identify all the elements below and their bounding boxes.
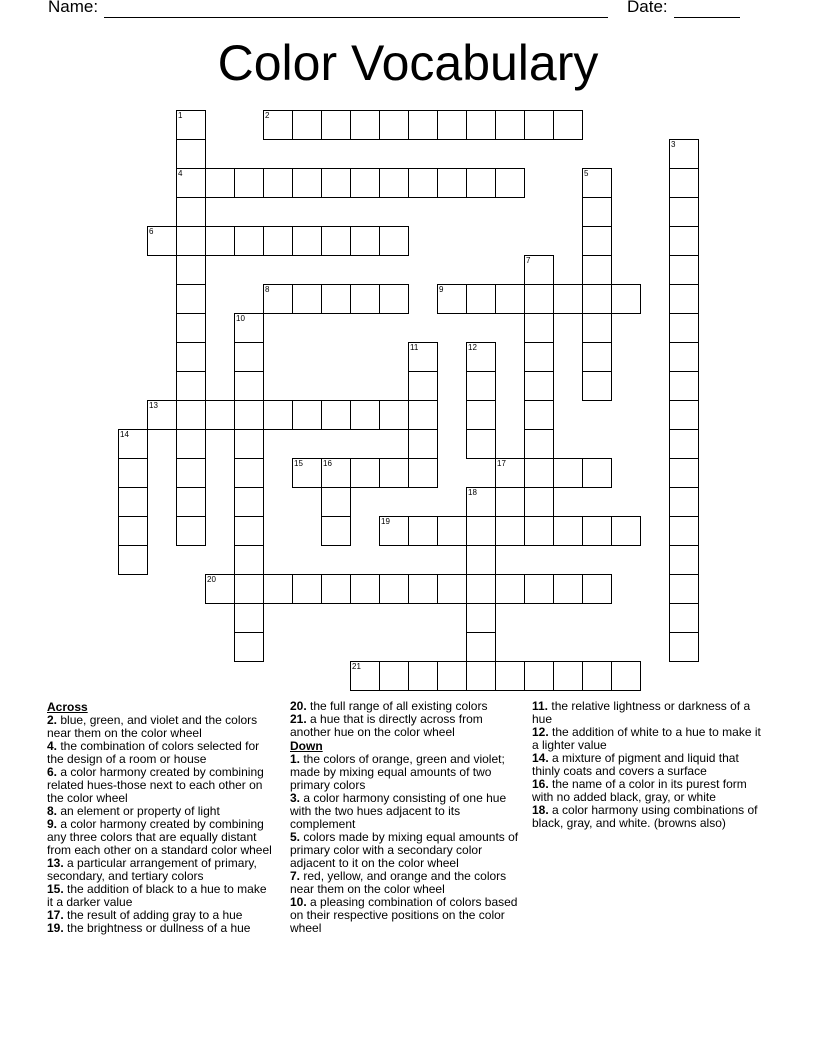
clue-item: [290, 753, 526, 792]
crossword-cell[interactable]: [379, 168, 409, 198]
crossword-cell[interactable]: [466, 400, 496, 430]
clue-item-number: 12.: [532, 725, 549, 739]
clue-item-text: a color harmony consisting of one hue with the two hues adjacent to its complement: [290, 791, 507, 831]
crossword-cell[interactable]: [263, 226, 293, 256]
crossword-cell[interactable]: [321, 400, 351, 430]
clue-item-number: 7.: [290, 869, 301, 883]
clue-item: [532, 700, 768, 726]
crossword-cell[interactable]: [321, 487, 351, 517]
crossword-cell[interactable]: [466, 371, 496, 401]
clue-item-text: a mixture of pigment and liquid that thinly coats and covers a surface: [532, 751, 739, 778]
name-label: Name:: [48, 0, 99, 16]
crossword-cell[interactable]: [408, 574, 438, 604]
crossword-cell[interactable]: [234, 574, 264, 604]
clue-item-text: the colors of orange, green and violet; made by mixing equal amounts of two primary colors: [290, 752, 505, 792]
crossword-cell[interactable]: [118, 458, 148, 488]
crossword-cell[interactable]: [234, 168, 264, 198]
crossword-cell[interactable]: [669, 313, 699, 343]
crossword-cell[interactable]: [118, 545, 148, 575]
clue-number: 4: [178, 169, 183, 178]
crossword-cell[interactable]: [524, 400, 554, 430]
clue-item-number: 8.: [47, 804, 58, 818]
clue-number: 18: [468, 488, 477, 497]
crossword-cell[interactable]: [350, 168, 380, 198]
crossword-cell[interactable]: [437, 110, 467, 140]
crossword-cell[interactable]: [466, 603, 496, 633]
crossword-cell[interactable]: [582, 342, 612, 372]
clue-item-number: 6.: [47, 765, 58, 779]
clue-item-number: 17.: [47, 908, 64, 922]
clue-item-number: 9.: [47, 817, 58, 831]
clue-item: [290, 792, 526, 831]
crossword-cell[interactable]: [350, 110, 380, 140]
crossword-cell[interactable]: [466, 661, 496, 691]
crossword-cell[interactable]: [176, 197, 206, 227]
crossword-cell[interactable]: [350, 284, 380, 314]
crossword-cell[interactable]: [205, 574, 235, 604]
clue-item: [532, 778, 768, 804]
crossword-cell[interactable]: [669, 342, 699, 372]
crossword-cell[interactable]: [524, 516, 554, 546]
clue-item-number: 21.: [290, 712, 307, 726]
clue-item-text: the result of adding gray to a hue: [63, 908, 243, 922]
clue-item-number: 5.: [290, 830, 301, 844]
crossword-cell[interactable]: [582, 197, 612, 227]
crossword-cell[interactable]: [176, 110, 206, 140]
crossword-cell[interactable]: [408, 516, 438, 546]
crossword-cell[interactable]: [234, 516, 264, 546]
crossword-cell[interactable]: [669, 284, 699, 314]
down-heading: Down: [290, 739, 323, 753]
clue-number: 8: [265, 285, 270, 294]
crossword-cell[interactable]: [176, 226, 206, 256]
clue-number: 12: [468, 343, 477, 352]
clue-item: [47, 922, 275, 935]
crossword-cell[interactable]: [321, 226, 351, 256]
crossword-cell[interactable]: [524, 313, 554, 343]
clue-number: 13: [149, 401, 158, 410]
crossword-cell[interactable]: [321, 458, 351, 488]
crossword-cell[interactable]: [466, 487, 496, 517]
clue-number: 3: [671, 140, 676, 149]
clue-item-text: colors made by mixing equal amounts of primary color with a secondary color adjacent to it on the color wheel: [290, 830, 519, 870]
clue-item-number: 18.: [532, 803, 549, 817]
crossword-cell[interactable]: [263, 574, 293, 604]
clue-item-text: red, yellow, and orange and the colors near them on the color wheel: [290, 869, 507, 896]
clue-item-text: an element or property of light: [57, 804, 220, 818]
clue-item: [290, 896, 526, 935]
crossword-cell[interactable]: [495, 284, 525, 314]
clue-item-text: the brightness or dullness of a hue: [63, 921, 251, 935]
clue-item-text: a color harmony created by combining any three colors that are equally distant from each other on a standard color wheel: [47, 817, 272, 857]
crossword-cell[interactable]: [582, 371, 612, 401]
crossword-cell[interactable]: [292, 284, 322, 314]
crossword-cell[interactable]: [321, 574, 351, 604]
crossword-cell[interactable]: [176, 255, 206, 285]
clue-item-number: 19.: [47, 921, 64, 935]
crossword-cell[interactable]: [379, 516, 409, 546]
crossword-cell[interactable]: [263, 168, 293, 198]
clue-item-number: 20.: [290, 699, 307, 713]
across-heading: Across: [47, 700, 88, 714]
crossword-cell[interactable]: [350, 226, 380, 256]
crossword-cell[interactable]: [524, 429, 554, 459]
clue-item-number: 4.: [47, 739, 58, 753]
clue-number: 1: [178, 111, 183, 120]
crossword-cell[interactable]: [176, 371, 206, 401]
crossword-cell[interactable]: [437, 284, 467, 314]
crossword-cell[interactable]: [669, 458, 699, 488]
crossword-cell[interactable]: [437, 516, 467, 546]
clue-number: 14: [120, 430, 129, 439]
crossword-cell[interactable]: [379, 110, 409, 140]
clue-number: 15: [294, 459, 303, 468]
crossword-cell[interactable]: [466, 429, 496, 459]
crossword-cell[interactable]: [263, 400, 293, 430]
crossword-cell[interactable]: [408, 168, 438, 198]
crossword-cell[interactable]: [205, 226, 235, 256]
crossword-cell[interactable]: [234, 487, 264, 517]
clue-number: 9: [439, 285, 444, 294]
clue-item-text: a hue that is directly across from another hue on the color wheel: [290, 712, 483, 739]
crossword-cell[interactable]: [234, 603, 264, 633]
crossword-cell[interactable]: [176, 139, 206, 169]
crossword-cell[interactable]: [553, 661, 583, 691]
crossword-cell[interactable]: [292, 458, 322, 488]
crossword-cell[interactable]: [234, 545, 264, 575]
crossword-cell[interactable]: [611, 284, 641, 314]
clue-item-text: the combination of colors selected for the design of a room or house: [47, 739, 260, 766]
clue-item-number: 13.: [47, 856, 64, 870]
clue-item: [47, 766, 275, 805]
crossword-cell[interactable]: [350, 400, 380, 430]
crossword-cell[interactable]: [234, 632, 264, 662]
crossword-cell[interactable]: [234, 342, 264, 372]
clue-item-text: the full range of all existing colors: [306, 699, 488, 713]
crossword-cell[interactable]: [669, 168, 699, 198]
crossword-cell[interactable]: [669, 429, 699, 459]
crossword-cell[interactable]: [147, 226, 177, 256]
crossword-cell[interactable]: [466, 574, 496, 604]
crossword-cell[interactable]: [292, 574, 322, 604]
crossword-cell[interactable]: [437, 168, 467, 198]
clue-item-text: blue, green, and violet and the colors near them on the color wheel: [47, 713, 258, 740]
crossword-cell[interactable]: [437, 574, 467, 604]
crossword-cell[interactable]: [379, 226, 409, 256]
crossword-cell[interactable]: [669, 226, 699, 256]
crossword-cell[interactable]: [176, 313, 206, 343]
crossword-cell[interactable]: [466, 110, 496, 140]
clue-number: 21: [352, 662, 361, 671]
crossword-cell[interactable]: [292, 226, 322, 256]
clue-item-number: 2.: [47, 713, 58, 727]
crossword-cell[interactable]: [234, 226, 264, 256]
clue-item: [290, 713, 526, 739]
crossword-cell[interactable]: [466, 516, 496, 546]
clue-number: 6: [149, 227, 154, 236]
crossword-cell[interactable]: [408, 458, 438, 488]
crossword-cell[interactable]: [379, 284, 409, 314]
clue-item-number: 16.: [532, 777, 549, 791]
crossword-cell[interactable]: [176, 516, 206, 546]
crossword-cell[interactable]: [321, 168, 351, 198]
clue-number: 19: [381, 517, 390, 526]
crossword-cell[interactable]: [176, 400, 206, 430]
crossword-cell[interactable]: [582, 226, 612, 256]
crossword-cell[interactable]: [118, 487, 148, 517]
crossword-cell[interactable]: [495, 516, 525, 546]
crossword-cell[interactable]: [669, 516, 699, 546]
clue-item: [47, 883, 275, 909]
crossword-cell[interactable]: [408, 342, 438, 372]
crossword-cell[interactable]: [669, 487, 699, 517]
crossword-cell[interactable]: [524, 342, 554, 372]
crossword-cell[interactable]: [669, 545, 699, 575]
crossword-cell[interactable]: [408, 400, 438, 430]
crossword-cell[interactable]: [524, 110, 554, 140]
crossword-cell[interactable]: [234, 313, 264, 343]
clue-item-number: 10.: [290, 895, 307, 909]
crossword-cell[interactable]: [669, 603, 699, 633]
crossword-cell[interactable]: [553, 284, 583, 314]
crossword-cell[interactable]: [379, 458, 409, 488]
clue-item-text: a particular arrangement of primary, secondary, and tertiary colors: [47, 856, 257, 883]
crossword-cell[interactable]: [379, 574, 409, 604]
crossword-cell[interactable]: [292, 168, 322, 198]
crossword-cell[interactable]: [669, 255, 699, 285]
clue-item: [47, 818, 275, 857]
crossword-cell[interactable]: [524, 284, 554, 314]
crossword-cell[interactable]: [466, 632, 496, 662]
clue-item: [532, 726, 768, 752]
crossword-cell[interactable]: [553, 458, 583, 488]
crossword-cell[interactable]: [292, 400, 322, 430]
clue-number: 7: [526, 256, 531, 265]
clue-item-number: 14.: [532, 751, 549, 765]
crossword-cell[interactable]: [495, 168, 525, 198]
clue-item-number: 1.: [290, 752, 301, 766]
crossword-cell[interactable]: [611, 516, 641, 546]
crossword-cell[interactable]: [524, 458, 554, 488]
clues-column-3: [532, 700, 768, 830]
crossword-cell[interactable]: [553, 516, 583, 546]
crossword-cell[interactable]: [466, 284, 496, 314]
crossword-cell[interactable]: [524, 661, 554, 691]
crossword-cell[interactable]: [408, 661, 438, 691]
crossword-cell[interactable]: [321, 516, 351, 546]
crossword-cell[interactable]: [669, 197, 699, 227]
crossword-cell[interactable]: [321, 284, 351, 314]
crossword-cell[interactable]: [350, 458, 380, 488]
crossword-cell[interactable]: [234, 458, 264, 488]
clue-number: 2: [265, 111, 270, 120]
crossword-cell[interactable]: [350, 661, 380, 691]
clues-column-1: [47, 700, 275, 935]
crossword-cell[interactable]: [379, 400, 409, 430]
crossword-cell[interactable]: [524, 371, 554, 401]
crossword-cell[interactable]: [582, 458, 612, 488]
clue-item: [290, 870, 526, 896]
clue-number: 16: [323, 459, 332, 468]
clue-number: 10: [236, 314, 245, 323]
crossword-cell[interactable]: [495, 110, 525, 140]
clue-item-text: the addition of white to a hue to make it a lighter value: [532, 725, 761, 752]
clue-item: [47, 740, 275, 766]
crossword-cell[interactable]: [524, 255, 554, 285]
crossword-cell[interactable]: [176, 458, 206, 488]
crossword-cell[interactable]: [669, 371, 699, 401]
crossword-cell[interactable]: [263, 284, 293, 314]
crossword-cell[interactable]: [669, 574, 699, 604]
crossword-cell[interactable]: [524, 487, 554, 517]
clue-item-number: 15.: [47, 882, 64, 896]
crossword-cell[interactable]: [205, 168, 235, 198]
crossword-cell[interactable]: [495, 661, 525, 691]
date-label: Date:: [627, 0, 668, 16]
crossword-cell[interactable]: [176, 284, 206, 314]
crossword-cell[interactable]: [466, 342, 496, 372]
clue-item-text: the addition of black to a hue to make it a darker value: [47, 882, 267, 909]
crossword-cell[interactable]: [118, 516, 148, 546]
clue-item-text: a color harmony created by combining related hues-those next to each other on the color wheel: [47, 765, 264, 805]
crossword-cell[interactable]: [466, 545, 496, 575]
crossword-cell[interactable]: [669, 632, 699, 662]
crossword-cell[interactable]: [118, 429, 148, 459]
clue-number: 11: [410, 343, 419, 352]
crossword-cell[interactable]: [611, 661, 641, 691]
clue-item-text: a color harmony using combinations of black, gray, and white. (browns also): [532, 803, 758, 830]
crossword-cell[interactable]: [408, 110, 438, 140]
crossword-cell[interactable]: [408, 371, 438, 401]
clue-number: 17: [497, 459, 506, 468]
crossword-cell[interactable]: [524, 574, 554, 604]
crossword-cell[interactable]: [582, 516, 612, 546]
clue-item-text: a pleasing combination of colors based on their respective positions on the color wheel: [290, 895, 518, 935]
crossword-cell[interactable]: [234, 371, 264, 401]
crossword-cell[interactable]: [553, 574, 583, 604]
crossword-cell[interactable]: [205, 400, 235, 430]
crossword-cell[interactable]: [553, 110, 583, 140]
clue-item: [47, 857, 275, 883]
crossword-cell[interactable]: [669, 400, 699, 430]
clues-column-2: [290, 700, 526, 935]
crossword-cell[interactable]: [582, 255, 612, 285]
clue-item-number: 11.: [532, 699, 549, 713]
crossword-cell[interactable]: [176, 487, 206, 517]
crossword-cell[interactable]: [379, 661, 409, 691]
crossword-cell[interactable]: [234, 429, 264, 459]
page-title: Color Vocabulary: [217, 35, 599, 91]
clue-number: 5: [584, 169, 589, 178]
clue-item: [532, 752, 768, 778]
clue-item-number: 3.: [290, 791, 301, 805]
clue-item: [532, 804, 768, 830]
crossword-cell[interactable]: [582, 313, 612, 343]
crossword-cell[interactable]: [495, 574, 525, 604]
crossword-cell[interactable]: [234, 400, 264, 430]
clue-item-text: the name of a color in its purest form with no added black, gray, or white: [532, 777, 747, 804]
clue-item: [290, 831, 526, 870]
crossword-cell[interactable]: [582, 168, 612, 198]
crossword-cell[interactable]: [437, 661, 467, 691]
crossword-cell[interactable]: [466, 168, 496, 198]
crossword-cell[interactable]: [582, 574, 612, 604]
crossword-cell[interactable]: [495, 458, 525, 488]
clue-item-text: the relative lightness or darkness of a hue: [532, 699, 751, 726]
crossword-cell[interactable]: [408, 429, 438, 459]
clue-number: 20: [207, 575, 216, 584]
crossword-cell[interactable]: [147, 400, 177, 430]
crossword-cell[interactable]: [176, 429, 206, 459]
crossword-cell[interactable]: [176, 342, 206, 372]
crossword-cell[interactable]: [582, 284, 612, 314]
crossword-cell[interactable]: [321, 110, 351, 140]
crossword-cell[interactable]: [350, 574, 380, 604]
crossword-cell[interactable]: [176, 168, 206, 198]
crossword-cell[interactable]: [263, 110, 293, 140]
crossword-cell[interactable]: [582, 661, 612, 691]
clue-item: [47, 714, 275, 740]
crossword-cell[interactable]: [669, 139, 699, 169]
crossword-cell[interactable]: [292, 110, 322, 140]
